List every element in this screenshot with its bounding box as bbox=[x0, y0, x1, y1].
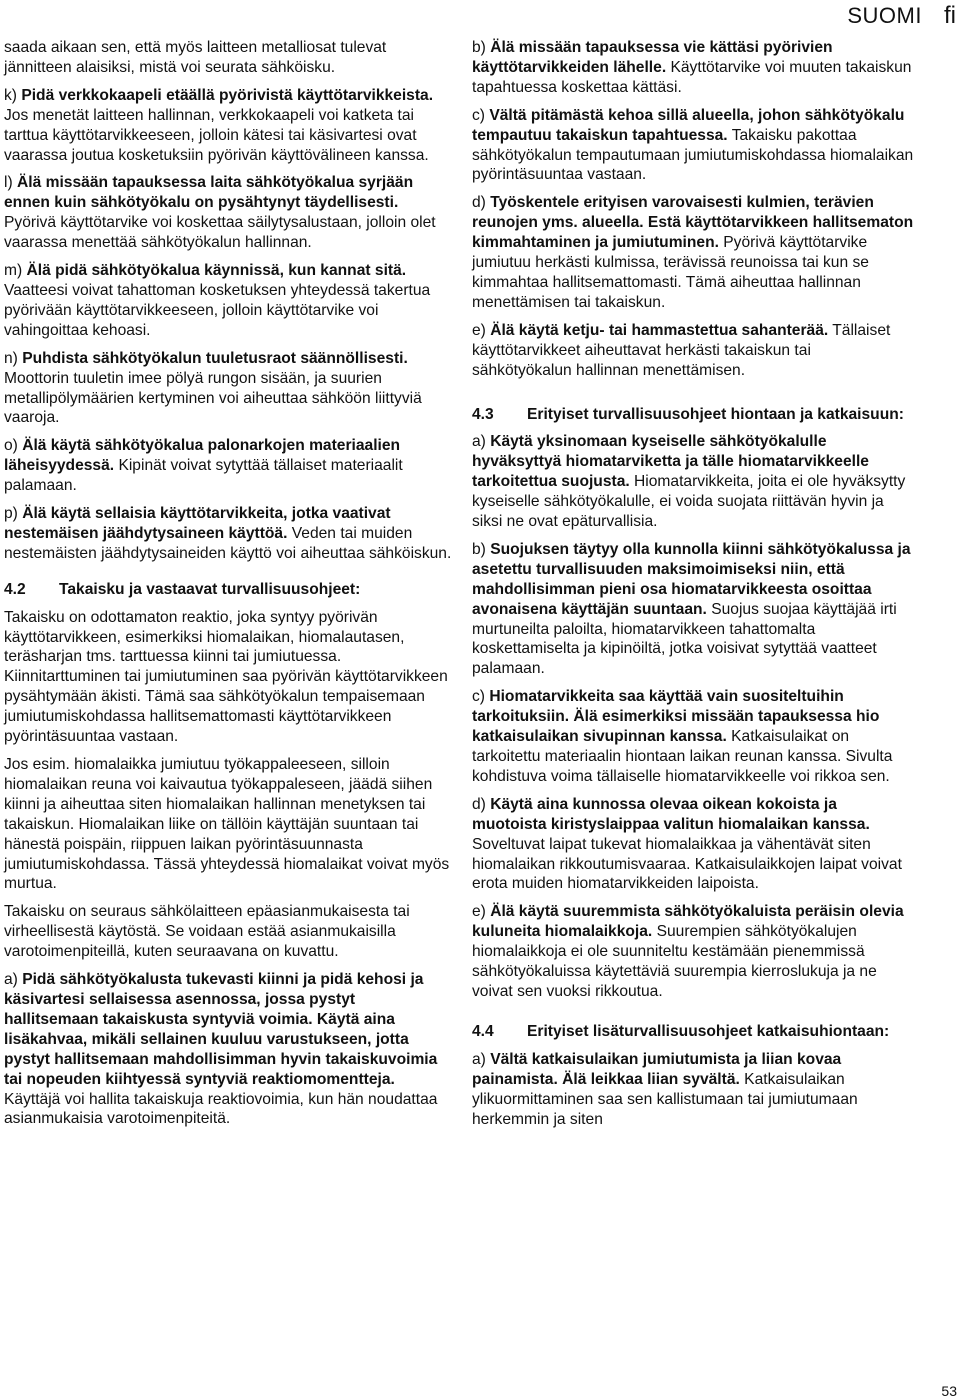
paragraph-bold: Vältä katkaisulaikan jumiutumista ja liian kovaa painamista. Älä leikkaa liian syvältä. bbox=[472, 1050, 842, 1088]
paragraph-rest: Takaisku pakottaa sähkötyökalun tempautumaan jumiutumiskohdassa hiomalaikan pyörintäsuuntaa vastaan. bbox=[472, 126, 914, 184]
paragraph-prefix: k) bbox=[4, 86, 22, 104]
paragraph-rest: Kipinät voivat sytyttää tällaiset materiaalit palamaan. bbox=[4, 457, 403, 495]
left-column bbox=[4, 38, 452, 1137]
section-4-3-heading bbox=[472, 405, 914, 425]
paragraph-rest: Pyörivä käyttötarvike voi koskettaa säilytysalustaan, jolloin olet vaarassa menettää sähkötyökalun hallinnan. bbox=[4, 214, 436, 252]
paragraph-bold: Käytä yksinomaan kyseiselle sähkötyökalulle hyväksyttyä hiomatarviketta ja tälle hiomatarvikkeelle tarkoitettua suojusta. bbox=[472, 433, 869, 491]
paragraph-bold: Älä käytä ketju- tai hammastettua sahanterää. bbox=[490, 321, 829, 339]
paragraph bbox=[4, 608, 452, 747]
paragraph bbox=[472, 1050, 914, 1130]
paragraph-rest: Jos menetät laitteen hallinnan, verkkokaapeli voi katketa tai tarttua käyttötarvikkeeseen, jolloin kätesi tai käsivartesi ovat vaarassa joutua kosketuksiin pyörivän käyttövälineen kanssa. bbox=[4, 106, 429, 164]
paragraph bbox=[472, 687, 914, 787]
paragraph-prefix: b) bbox=[472, 39, 491, 56]
paragraph-bold: Pidä verkkokaapeli etäällä pyörivistä käyttötarvikkeista. bbox=[21, 86, 434, 104]
paragraph bbox=[4, 349, 452, 429]
paragraph-rest: Pyörivä käyttötarvike jumiutuu herkästi kulmissa, terävissä reunoissa tai kun se kimmahtaa hallitsemattomasti. Tämä aiheuttaa hallinnan menettämisen tai takaiskun. bbox=[472, 234, 869, 311]
paragraph-prefix: d) bbox=[472, 194, 491, 212]
paragraph bbox=[4, 970, 452, 1129]
paragraph bbox=[472, 321, 914, 381]
paragraph-prefix: p) bbox=[4, 505, 23, 523]
paragraph bbox=[4, 755, 452, 894]
page-header bbox=[556, 2, 956, 28]
paragraph bbox=[472, 540, 914, 679]
paragraph bbox=[4, 86, 452, 166]
paragraph-rest: Veden tai muiden nestemäisten jäähdytysaineiden käyttö voi aiheuttaa sähköiskun. bbox=[4, 524, 452, 562]
page-number: 53 bbox=[941, 1383, 957, 1399]
paragraph-bold: Puhdista sähkötyökalun tuuletusraot säännöllisesti. bbox=[22, 349, 408, 367]
paragraph bbox=[472, 106, 914, 186]
paragraph-prefix: l) bbox=[4, 174, 17, 192]
paragraph-rest: Soveltuvat laipat tukevat hiomalaikkaa ja vähentävät siten hiomalaikan rikkoutumisvaaraa. Katkaisulaikkojen laipat voivat erota muiden hiomatarvikkeiden laipoista. bbox=[472, 835, 902, 893]
section-4-4-body bbox=[472, 1050, 914, 1130]
section-4-2-body bbox=[4, 608, 452, 1130]
paragraph-bold: Älä käytä suuremmista sähkötyökaluista peräisin olevia kuluneita hiomalaikkoja. bbox=[472, 903, 904, 941]
paragraph bbox=[472, 38, 914, 98]
paragraph-prefix: c) bbox=[472, 688, 490, 706]
paragraph bbox=[4, 504, 452, 564]
paragraph-rest: Suurempien sähkötyökalujen hiomalaikkoja ei ole suunniteltu kestämään pienemmissä sähkötyökaluissa käytettäviä suurempia kierroslukuja ja ne voivat sen vuoksi rikkoutua. bbox=[472, 923, 877, 1000]
paragraph-prefix: e) bbox=[472, 903, 491, 921]
paragraph-rest: Katkaisulaikan ylikuormittaminen saa sen kallistumaan tai jumiutumaan herkemmin ja siten bbox=[472, 1070, 858, 1128]
paragraph-bold: Älä käytä sellaisia käyttötarvikkeita, jotka vaativat nestemäisen jäähdytysaineen käyttöä. bbox=[4, 505, 391, 542]
section-4-3-body bbox=[472, 432, 914, 1001]
paragraph-rest: Hiomatarvikkeita, joita ei ole hyväksytty kyseiselle sähkötyökalulle, ei voida suojata riittävän hyvin ja siksi ne ovat epäturvallisia. bbox=[472, 473, 906, 531]
paragraph-bold: Työskentele erityisen varovaisesti kulmien, terävien reunojen yms. alueella. Estä käyttötarvikkeen hallitsematon kimmahtaminen ja jumiutuminen. bbox=[472, 194, 914, 252]
left-paragraphs bbox=[4, 38, 452, 564]
section-number: 4.2 bbox=[4, 580, 26, 598]
paragraph-prefix: d) bbox=[472, 795, 491, 813]
language-code: fi bbox=[944, 2, 956, 29]
paragraph-prefix: a) bbox=[472, 433, 491, 451]
paragraph bbox=[4, 902, 452, 962]
paragraph-prefix: o) bbox=[4, 437, 23, 455]
paragraph-rest: Käyttäjä voi hallita takaiskuja reaktiovoimia, kun hän noudattaa asianmukaisia varotoimenpiteitä. bbox=[4, 1090, 438, 1128]
paragraph-bold: Hiomatarvikkeita saa käyttää vain suositeltuihin tarkoituksiin. Älä esimerkiksi missään tapauksessa hio katkaisulaikan sivupinnan kanssa. bbox=[472, 688, 880, 746]
paragraph bbox=[4, 261, 452, 341]
section-number: 4.4 bbox=[472, 1022, 494, 1040]
paragraph-rest: Moottorin tuuletin imee pölyä rungon sisään, ja suurien metallipölymäärien kertyminen voi aiheuttaa sähköön liittyviä vaaroja. bbox=[4, 369, 422, 427]
language-label: SUOMI bbox=[847, 3, 922, 28]
paragraph-bold: Älä pidä sähkötyökalua käynnissä, kun kannat sitä. bbox=[26, 262, 407, 280]
paragraph-prefix: c) bbox=[472, 106, 490, 124]
paragraph-rest: Vaatteesi voivat tahattoman kosketuksen yhteydessä takertua pyörivään käyttötarvikkeeseen, jolloin käyttötarvike voi vahingoittaa kehoasi. bbox=[4, 281, 431, 339]
paragraph bbox=[472, 432, 914, 532]
paragraph-prefix: b) bbox=[472, 540, 491, 558]
section-number: 4.3 bbox=[472, 405, 494, 423]
paragraph-bold: Vältä pitämästä kehoa sillä alueella, johon sähkötyökalu tempautuu takaiskun tapahtuessa. bbox=[472, 106, 905, 144]
section-4-4-heading bbox=[472, 1022, 914, 1042]
paragraph-rest: Suojus suojaa käyttäjää irti murtuneilta paloilta, hiomatarvikkeen tahattomalta koskettamiselta ja kipinöiltä, jotka voisivat sytyttää vaatteet palamaan. bbox=[472, 600, 897, 678]
paragraph-prefix: a) bbox=[472, 1050, 491, 1068]
paragraph bbox=[4, 38, 452, 78]
paragraph-bold: Pidä sähkötyökalusta tukevasti kiinni ja pidä kehosi ja käsivartesi sellaisessa asennossa, jossa pystyt hallitsemaan takaiskusta syntyviä voimia. Käytä aina lisäkahvaa, mikäli sellainen kuuluu varustukseen, jotta pystyt hallitsemaan mahdollisimman hyvin takaiskuvoimia tai nopeuden kiihtyessä syntyviä reaktiomomentteja. bbox=[4, 971, 438, 1088]
paragraph-bold: Älä käytä sähkötyökalua palonarkojen materiaalien läheisyydessä. bbox=[4, 437, 401, 475]
paragraph bbox=[472, 902, 914, 1002]
paragraph-bold: Älä missään tapauksessa vie kättäsi pyörivien käyttötarvikkeiden lähelle. bbox=[472, 39, 833, 76]
right-paragraphs bbox=[472, 38, 914, 381]
paragraph-bold: Suojuksen täytyy olla kunnolla kiinni sähkötyökalussa ja asetettu turvallisuuden maksimoimiseksi niin, että mahdollisimman pieni osa hiomatarvikkeesta osoittaa avonaisena käyttäjän suuntaan. bbox=[472, 540, 911, 618]
paragraph-prefix: n) bbox=[4, 349, 23, 367]
section-4-2-heading bbox=[4, 580, 452, 600]
paragraph bbox=[472, 193, 914, 312]
paragraph-pre: saada aikaan sen, että myös laitteen metalliosat tulevat jännitteen alaisiksi, mistä voi seurata sähköisku. bbox=[4, 39, 387, 76]
paragraph-rest: Käyttötarvike voi muuten takaiskun tapahtuessa koskettaa kättäsi. bbox=[472, 58, 912, 96]
right-column bbox=[472, 38, 914, 1137]
paragraph-pre: Jos esim. hiomalaikka jumiutuu työkappaleeseen, silloin hiomalaikan reuna voi kaivautua työkappaleseen, jäädä siihen kiinni ja aiheuttaa siten hiomalaikan hallinnan menetyksen tai takaiskun. Hiomalaikan liike on tällöin käyttäjän suuntaan tai hänestä poispäin, riippuen laikan pyörintäsuunnasta jumiutumiskohdassa. Tässä yhteydessä hiomalaikat voivat myös murtua. bbox=[4, 756, 450, 893]
paragraph-rest: Katkaisulaikat on tarkoitettu materiaalin hiontaan laikan reunan kanssa. Sivulta kohdistuva voima tällaiselle hiomatarvikkeelle voi rikkoa sen. bbox=[472, 728, 893, 785]
paragraph-pre: Takaisku on odottamaton reaktio, joka syntyy pyörivän käyttötarvikkeen, esimerkiksi hiomalaikan, hiomalautasen, teräsharjan tms. tarttuessa kiinni tai jumiutuessa. Kiinnitarttuminen tai jumiutuminen saa pyörivän käyttötarvikkeen pysähtymään äkisti. Tämä saa sähkötyökalun tempaisemaan jumiutumiskohdassa hallitsemattomasti käyttötarvikkeen pyörintäsuuntaa vastaan. bbox=[4, 608, 448, 746]
section-title: Erityiset lisäturvallisuusohjeet katkaisuhiontaan: bbox=[527, 1022, 890, 1040]
paragraph-bold: Käytä aina kunnossa olevaa oikean kokoista ja muotoista kiristyslaippaa valitun hiomalaikan kanssa. bbox=[472, 795, 870, 833]
paragraph-prefix: m) bbox=[4, 262, 27, 280]
paragraph bbox=[4, 436, 452, 496]
paragraph-pre: Takaisku on seuraus sähkölaitteen epäasianmukaisesta tai virheellisestä käytöstä. Se voidaan estää asianmukaisilla varotoimenpiteillä, kuten seuraavana on kuvattu. bbox=[4, 903, 410, 961]
section-title: Takaisku ja vastaavat turvallisuusohjeet: bbox=[59, 580, 361, 598]
paragraph bbox=[472, 795, 914, 895]
section-title: Erityiset turvallisuusohjeet hiontaan ja katkaisuun: bbox=[527, 405, 904, 423]
paragraph-bold: Älä missään tapauksessa laita sähkötyökalua syrjään ennen kuin sähkötyökalu on pysähtynyt täydellisesti. bbox=[4, 174, 414, 212]
paragraph bbox=[4, 173, 452, 253]
paragraph-prefix: e) bbox=[472, 321, 491, 339]
paragraph-prefix: a) bbox=[4, 971, 23, 989]
paragraph-rest: Tällaiset käyttötarvikkeet aiheuttavat herkästi takaiskun tai sähkötyökalun hallinnan menettämisen. bbox=[472, 321, 891, 379]
